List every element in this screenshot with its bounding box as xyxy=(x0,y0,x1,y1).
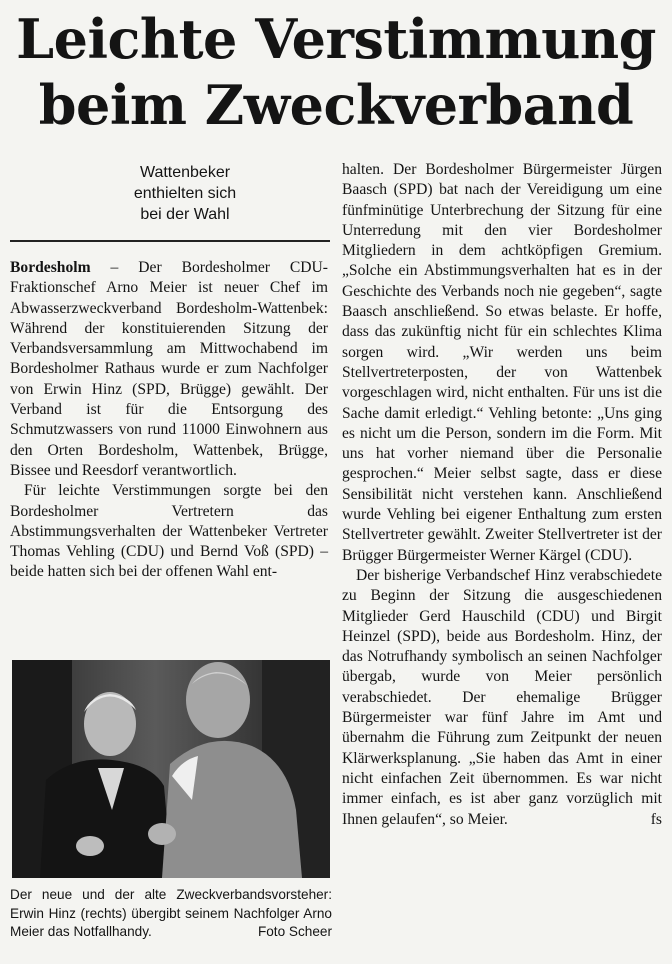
kicker-line-3: bei der Wahl xyxy=(140,206,230,223)
kicker-line-2: enthielten sich xyxy=(133,185,237,202)
photo-caption xyxy=(10,886,332,942)
article-column-right xyxy=(342,160,662,830)
kicker-divider xyxy=(10,240,330,242)
article-paragraph xyxy=(10,258,328,481)
photo-credit: Foto Scheer xyxy=(257,924,332,939)
article-paragraph xyxy=(342,566,662,830)
author-signature: fs xyxy=(650,810,662,828)
headline-line-2: beim Zweckverband xyxy=(38,73,634,137)
dateline: Bordesholm xyxy=(10,259,91,276)
kicker-line-1: Wattenbeker xyxy=(139,164,231,181)
headline xyxy=(0,6,672,138)
article-paragraph: Für leichte Verstimmungen sorgte bei den Bordesholmer Vertretern das Abstimmungsverhalten der Wattenbeker Vertreter Thomas Vehling (CDU) und Bernd Voß (SPD) – beide hatten sich bei der offenen Wahl ent- xyxy=(10,482,328,581)
article-column-left xyxy=(10,258,328,583)
caption-text: Der neue und der alte Zweckverbandsvorsteher: Erwin Hinz (rechts) übergibt seinem Nachfolger Arno Meier das Notfallhandy. xyxy=(10,887,332,939)
paragraph-text: Der bisherige Verbandschef Hinz verabschiedete zu Beginn der Sitzung die ausgeschiedenen Mitglieder Gerd Hauschild (CDU) und Birgit Heinzel (SPD), beide aus Bordesholm. Hinz, der das Notrufhandy symbolisch an seinen Nachfolger übergab, wurde von Meier persönlich verabschiedet. Der ehemalige Brügger Bürgermeister war fünf Jahre im Amt und übernahm die Führung zum Zeitpunkt der neuen Klärwerksplanung. „Sie haben das Amt in einer nicht einfachen Zeit übernommen. Es war nicht immer einfach, es ist aber ganz vorzüglich mit Ihnen gelaufen“, so Meier. xyxy=(342,566,662,828)
article-paragraph: halten. Der Bordesholmer Bürgermeister Jürgen Baasch (SPD) bat nach der Vereidigung um eine fünfminütige Unterbrechung der Sitzung für eine Unterredung mit den vier Bordesholmer Mitgliedern in dem achtköpfigen Gremium. „Solche ein Abstimmungsverhalten hat es in der Geschichte des Verbands noch nie gegeben“, sagte Baasch anschließend. So etwas belaste. Er hoffe, dass das zukünftig nicht für ein schlechtes Klima sorgen wird. „Wir werden uns beim Stellvertreterposten, der von Wattenbek vorgeschlagen wird, nicht enthalten. Für uns ist die Sache damit erledigt.“ Vehling betonte: „Uns ging es nicht um die Person, sondern im die Form. Mit uns hat vorher niemand über die Personalie gesprochen.“ Meier selbst sagte, dass er diese Sensibilität nicht verstehen kann. Anschließend wurde Vehling bei eigener Enthaltung zum ersten Stellvertreter gewählt. Zweiter Stellvertreter ist der Brügger Bürgermeister Werner Kärgel (CDU). xyxy=(342,161,662,564)
news-photo xyxy=(12,660,330,878)
headline-line-1: Leichte Verstimmung xyxy=(16,7,656,71)
paragraph-text: – Der Bordesholmer CDU-Fraktionschef Arno Meier ist neuer Chef im Abwasserzweckverband Bordesholm-Wattenbek: Während der konstituierenden Sitzung der Verbandsversammlung am Mittwochabend im Bordesholmer Rathaus wurde er zum Nachfolger von Erwin Hinz (SPD, Brügge) gewählt. Der Verband ist für die Entsorgung des Schmutzwassers von rund 11000 Einwohnern aus den Orten Bordesholm, Wattenbek, Brügge, Bissee und Reesdorf verantwortlich. xyxy=(10,259,328,479)
photo-image xyxy=(12,660,330,878)
kicker xyxy=(70,162,300,225)
